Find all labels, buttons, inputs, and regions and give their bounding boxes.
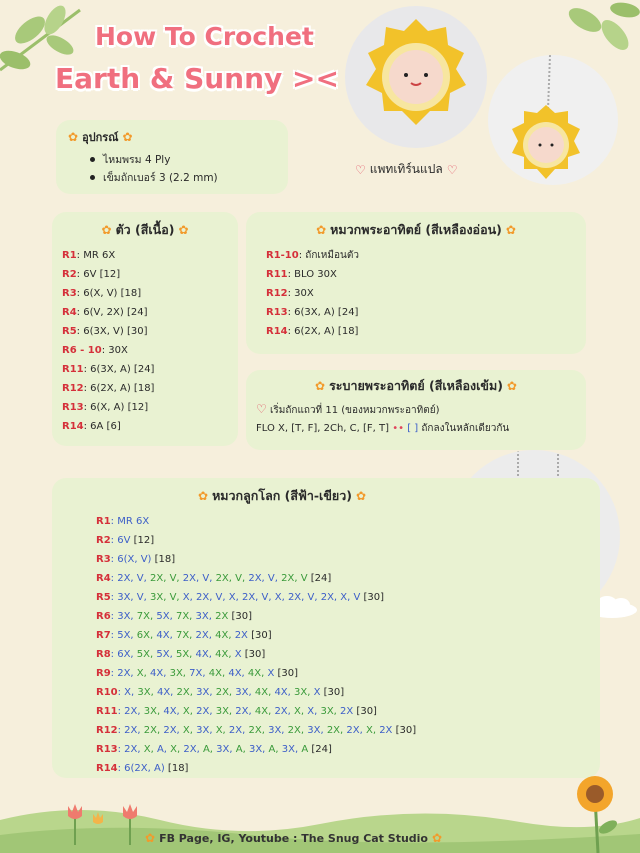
sun-rays-header: ✿ ระบายพระอาทิตย์ (สีเหลืองเข้ม) ✿ <box>315 378 517 393</box>
flower-icon: ✿ <box>101 223 112 237</box>
row-text: : 6(3X, A) [24] <box>83 364 155 375</box>
row-text: : 30X <box>287 288 314 299</box>
stitch-count: [30] <box>360 592 385 603</box>
row-label: R4 <box>96 573 111 584</box>
stitch-segment: : 2X, <box>117 744 144 755</box>
flower-icon: ✿ <box>505 223 516 237</box>
earth-hat-header: ✿ หมวกลูกโลก (สีฟ้า-เขียว) ✿ <box>198 488 366 503</box>
stitch-segment: 2X, <box>274 706 295 717</box>
sun-hat-header: ✿ หมวกพระอาทิตย์ (สีเหลืองอ่อน) ✿ <box>316 222 516 237</box>
stitch-segment: 2X, V, <box>248 573 282 584</box>
stitch-segment: : 6X, <box>110 649 137 660</box>
row-text: : 6V [12] <box>76 269 121 280</box>
stitch-segment: 3X, <box>320 706 341 717</box>
flower-icon: ✿ <box>145 831 156 845</box>
materials-card <box>56 120 288 194</box>
stitch-count: [30] <box>274 668 299 679</box>
stitch-segment: X, <box>170 744 184 755</box>
row-label: R5 <box>96 592 111 603</box>
earth-rows <box>96 512 588 778</box>
stitch-segment: A, <box>156 744 171 755</box>
heart-icon: ♡ <box>256 402 267 416</box>
row-text: : 6(V, 2X) [24] <box>76 307 148 318</box>
tulip-decoration <box>60 800 150 845</box>
stitch-segment: 4X, <box>150 668 170 679</box>
sun-crochet-photo <box>345 6 487 148</box>
stitch-segment: 7X, <box>175 630 196 641</box>
row-text: : 6(X, V) [18] <box>76 288 142 299</box>
row-label: R3 <box>96 554 111 565</box>
pattern-row <box>62 246 228 265</box>
stitch-segment: 2X, <box>196 706 216 717</box>
stitch-segment: 3X, <box>248 744 269 755</box>
stitch-count: [30] <box>241 649 266 660</box>
stitch-count: [30] <box>228 611 253 622</box>
row-label: R1 <box>96 516 111 527</box>
body-header: ✿ ตัว (สีเนื้อ) ✿ <box>101 222 189 237</box>
stitch-segment: : 2X, <box>117 706 144 717</box>
row-text: : 30X <box>101 345 128 356</box>
stitch-count: [18] <box>164 763 189 774</box>
stitch-segment: A, <box>202 744 217 755</box>
stitch-segment: 3X, V, <box>150 592 183 603</box>
stitch-segment: 3X, <box>169 668 190 679</box>
stitch-segment: X, <box>182 706 197 717</box>
stitch-segment: : 2X, V, <box>110 573 150 584</box>
stitch-segment: X, 2X, V, X, 2X, V, X, 2X, V, 2X, X, V <box>182 592 361 603</box>
stitch-segment: 2X, V, <box>182 573 216 584</box>
stitch-segment: 7X, <box>175 611 196 622</box>
row-label: R12 <box>96 725 118 736</box>
stitch-segment: 2X, <box>346 725 366 736</box>
keychain-photo-top <box>488 55 618 185</box>
sun-rays-line-1: ♡ เริ่มถักแถวที่ 11 (ของหมวกพระอาทิตย์) <box>256 402 440 416</box>
stitch-segment: 2X <box>340 706 354 717</box>
stitch-segment: X, <box>307 706 321 717</box>
row-text: : ถักเหมือนตัว <box>298 250 359 261</box>
stitch-segment: A, <box>268 744 282 755</box>
stitch-segment: 3X, <box>235 687 255 698</box>
stitch-segment: 2X, <box>326 725 347 736</box>
row-text: : 6(X, A) [12] <box>83 402 149 413</box>
stitch-segment: : 2X, <box>110 668 137 679</box>
stitch-segment: 5X, <box>156 611 176 622</box>
stitch-segment: 7X, <box>136 611 157 622</box>
pattern-row <box>62 322 228 341</box>
sun-hat-card <box>246 212 586 354</box>
row-label: R10 <box>96 687 118 698</box>
sunflower-decoration <box>570 772 620 853</box>
row-label: R2 <box>96 535 111 546</box>
stitch-segment: 4X, <box>163 706 183 717</box>
stitch-segment: 2X, <box>195 630 216 641</box>
sun-rays-line-2: FLO X, [T, F], 2Ch, C, [F, T] •• [ ] ถักลงในหลักเดียวกัน <box>256 423 510 434</box>
flower-icon: ✿ <box>432 831 443 845</box>
stitch-segment: X <box>234 649 242 660</box>
stitch-segment: 2X, <box>235 706 255 717</box>
body-rows <box>62 246 228 436</box>
flower-icon: ✿ <box>178 223 189 237</box>
materials-item: เข็มถักเบอร์ 3 (2.2 mm) <box>90 168 276 186</box>
stitch-segment: 2X <box>379 725 393 736</box>
row-text: : 6(2X, A) <box>117 763 165 774</box>
row-label: R14 <box>62 421 84 432</box>
stitch-segment: 3X, <box>143 706 164 717</box>
stitch-count: [30] <box>247 630 272 641</box>
row-label: R13 <box>62 402 84 413</box>
pattern-row <box>62 398 228 417</box>
pattern-row <box>96 531 588 550</box>
row-label: R1-10 <box>266 250 299 261</box>
stitch-segment: 3X, <box>216 744 236 755</box>
stitch-segment: : 3X, <box>110 611 137 622</box>
stitch-segment: 3X, <box>268 725 288 736</box>
body-card <box>52 212 238 446</box>
row-label: R12 <box>62 383 84 394</box>
stitch-segment: 5X, <box>136 649 157 660</box>
heart-icon: ♡ <box>355 162 366 177</box>
flower-icon: ✿ <box>506 379 517 393</box>
sparkle-icon: •• <box>392 423 404 434</box>
row-label: R6 <box>96 611 111 622</box>
pattern-row <box>96 683 588 702</box>
bullet-icon <box>90 157 95 162</box>
pattern-row <box>96 721 588 740</box>
pattern-row <box>96 569 588 588</box>
stitch-segment: 2X, V, <box>150 573 183 584</box>
earth-hat-card <box>52 478 600 778</box>
stitch-count: [30] <box>353 706 377 717</box>
row-label: R13 <box>266 307 288 318</box>
row-text: : MR 6X <box>110 516 150 527</box>
pattern-row <box>62 417 228 436</box>
stitch-count: [12] <box>130 535 155 546</box>
pattern-row <box>96 664 588 683</box>
stitch-segment: 4X, <box>215 630 235 641</box>
materials-header: ✿ อุปกรณ์ ✿ <box>68 130 133 144</box>
row-label: R8 <box>96 649 111 660</box>
pattern-row <box>62 284 228 303</box>
pattern-row <box>96 588 588 607</box>
row-label: R13 <box>96 744 118 755</box>
row-label: R14 <box>96 763 118 774</box>
stitch-segment: 3X, <box>281 744 302 755</box>
stitch-segment: 2X <box>234 630 248 641</box>
stitch-segment: A <box>301 744 309 755</box>
stitch-segment: X, <box>365 725 380 736</box>
stitch-segment: 4X, <box>195 649 216 660</box>
flower-icon: ✿ <box>198 489 209 503</box>
pattern-row <box>266 265 566 284</box>
row-label: R1 <box>62 250 77 261</box>
stitch-segment: 4X, <box>228 668 248 679</box>
pattern-row <box>96 645 588 664</box>
stitch-count: [24] <box>307 573 332 584</box>
pattern-row <box>62 341 228 360</box>
row-text: : BLO 30X <box>287 269 337 280</box>
stitch-count: [18] <box>151 554 176 565</box>
row-label: R3 <box>62 288 77 299</box>
title-line-1: How To Crochet <box>95 22 314 51</box>
flower-icon: ✿ <box>122 130 133 144</box>
pattern-row <box>96 512 588 531</box>
row-label: R5 <box>62 326 77 337</box>
pattern-row <box>266 284 566 303</box>
stitch-segment: : X, <box>117 687 138 698</box>
stitch-segment: 2X <box>215 611 229 622</box>
stitch-segment: 4X, <box>208 668 229 679</box>
row-text: : 6(X, V) <box>110 554 152 565</box>
row-text: : 6(3X, A) [24] <box>287 307 359 318</box>
pattern-row <box>266 322 566 341</box>
heart-icon: ♡ <box>446 162 458 177</box>
stitch-segment: X, <box>136 668 151 679</box>
stitch-segment: 2X, <box>176 687 197 698</box>
row-label: R2 <box>62 269 77 280</box>
pattern-row <box>96 702 588 721</box>
row-text: : 6(2X, A) [18] <box>83 383 155 394</box>
stitch-segment: X, <box>215 725 229 736</box>
stitch-segment: 2X, <box>287 725 308 736</box>
stitch-segment: X <box>267 668 275 679</box>
stitch-segment: 3X, <box>294 687 314 698</box>
row-label: R11 <box>96 706 118 717</box>
stitch-segment: 4X, <box>247 668 268 679</box>
row-label: R6 - 10 <box>62 345 102 356</box>
stitch-segment: 3X, <box>307 725 327 736</box>
pattern-row <box>96 550 588 569</box>
stitch-segment: X <box>313 687 321 698</box>
row-text: : 6(2X, A) [18] <box>287 326 359 337</box>
pattern-row <box>266 303 566 322</box>
row-label: R12 <box>266 288 288 299</box>
stitch-segment: 4X, <box>156 687 177 698</box>
stitch-segment: A, <box>235 744 249 755</box>
pattern-row <box>62 265 228 284</box>
pattern-row <box>62 379 228 398</box>
stitch-segment: : 3X, V, <box>110 592 150 603</box>
stitch-segment: 4X, <box>254 687 275 698</box>
row-text: : 6A [6] <box>83 421 121 432</box>
materials-item: ไหมพรม 4 Ply <box>90 150 276 168</box>
stitch-segment: 7X, <box>189 668 209 679</box>
stitch-segment: 3X, <box>215 706 236 717</box>
flower-icon: ✿ <box>316 223 327 237</box>
stitch-segment: 3X, <box>195 611 216 622</box>
sun-rays-card <box>246 370 586 450</box>
stitch-segment: 2X, V <box>281 573 308 584</box>
pattern-row <box>62 303 228 322</box>
sun-hat-rows <box>266 246 566 341</box>
stitch-segment: 2X, <box>183 744 203 755</box>
stitch-segment: 3X, <box>196 687 216 698</box>
flower-icon: ✿ <box>315 379 326 393</box>
stitch-segment: 6X, <box>136 630 157 641</box>
stitch-segment: X, <box>294 706 308 717</box>
stitch-segment: 2X, <box>215 687 236 698</box>
stitch-segment: 2X, <box>163 725 183 736</box>
row-label: R7 <box>96 630 111 641</box>
stitch-segment: 5X, <box>175 649 196 660</box>
footer-credit: ✿ FB Page, IG, Youtube : The Snug Cat Studio ✿ <box>145 831 443 845</box>
stitch-segment: 4X, <box>254 706 275 717</box>
stitch-count: [24] <box>308 744 332 755</box>
stitch-segment: X, <box>182 725 197 736</box>
stitch-segment: X, <box>143 744 157 755</box>
stitch-segment: 5X, <box>156 649 176 660</box>
pattern-row <box>96 626 588 645</box>
stitch-segment: 3X, <box>137 687 157 698</box>
title-line-2: Earth & Sunny >< <box>55 62 339 95</box>
stitch-segment: 4X, <box>215 649 235 660</box>
row-label: R11 <box>62 364 84 375</box>
pattern-row <box>96 740 588 759</box>
stitch-count: [30] <box>320 687 345 698</box>
flower-icon: ✿ <box>355 489 366 503</box>
row-text: : 6V <box>110 535 131 546</box>
row-text: : 6(3X, V) [30] <box>76 326 148 337</box>
row-label: R11 <box>266 269 288 280</box>
stitch-segment: 4X, <box>274 687 295 698</box>
pattern-row <box>96 607 588 626</box>
row-label: R4 <box>62 307 77 318</box>
stitch-segment: 2X, <box>248 725 269 736</box>
stitch-count: [30] <box>392 725 417 736</box>
pattern-row <box>62 360 228 379</box>
flower-icon: ✿ <box>68 130 79 144</box>
pattern-caption: ♡ แพทเทิร์นแปล ♡ <box>355 162 458 177</box>
bullet-icon <box>90 175 95 180</box>
row-label: R9 <box>96 668 111 679</box>
row-label: R14 <box>266 326 288 337</box>
stitch-segment: 2X, V, <box>215 573 249 584</box>
stitch-segment: : 2X, <box>117 725 144 736</box>
stitch-segment: : 5X, <box>110 630 137 641</box>
pattern-row <box>266 246 566 265</box>
row-text: : MR 6X <box>76 250 116 261</box>
stitch-segment: 3X, <box>196 725 216 736</box>
pattern-row <box>96 759 588 778</box>
stitch-segment: 2X, <box>143 725 164 736</box>
stitch-segment: 2X, <box>228 725 249 736</box>
stitch-segment: 4X, <box>156 630 176 641</box>
